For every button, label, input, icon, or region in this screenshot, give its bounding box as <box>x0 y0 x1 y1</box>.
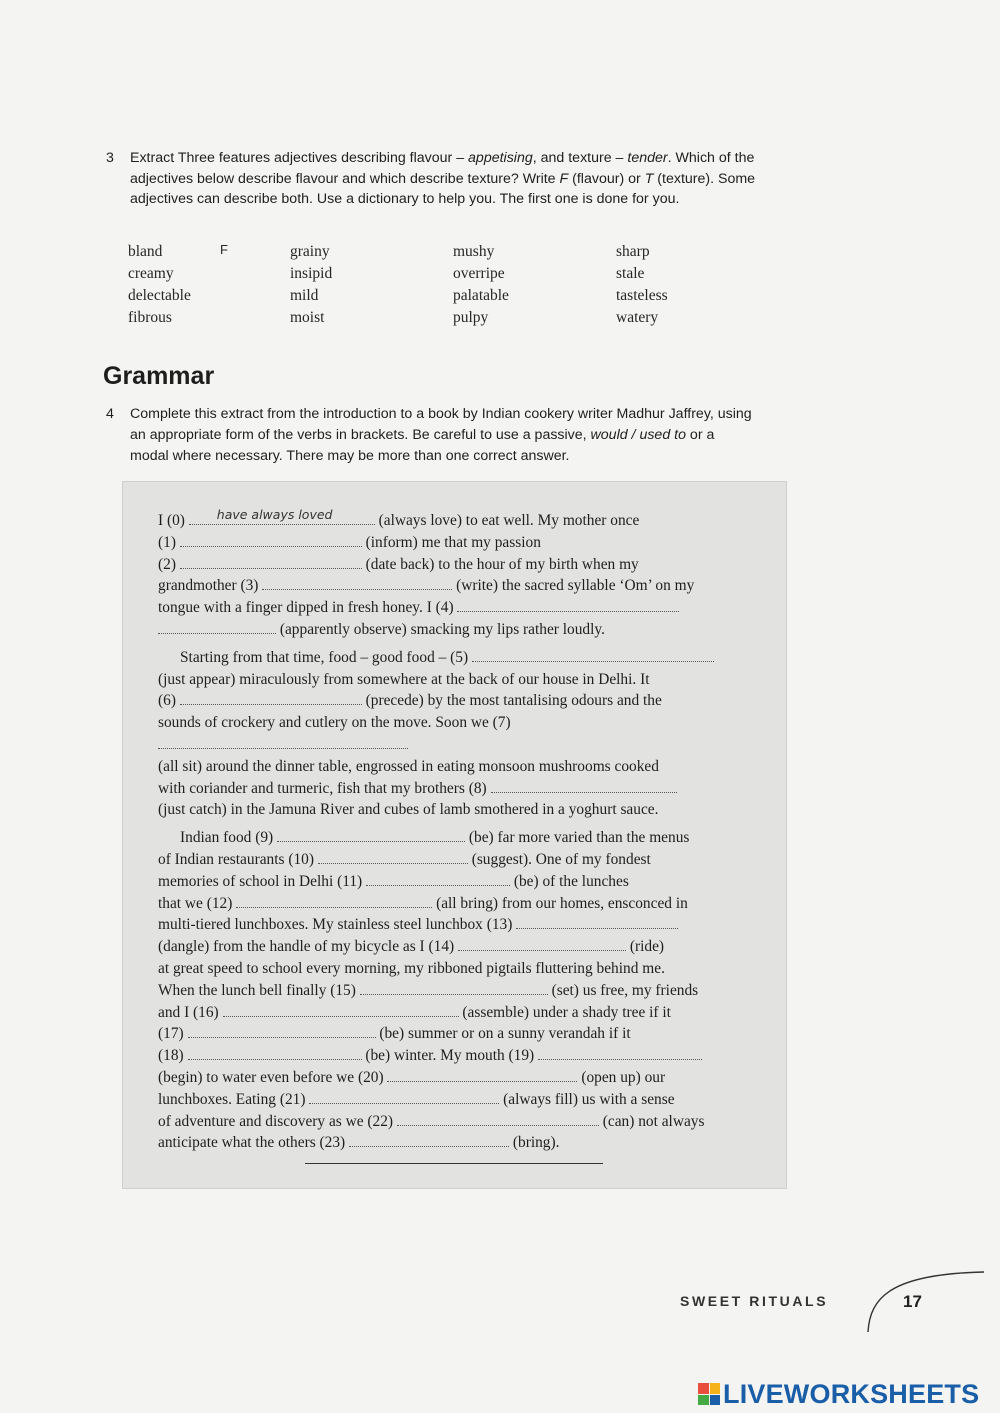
answer-blank[interactable] <box>318 849 468 864</box>
adjective: palatable <box>453 287 509 304</box>
extract-text-segment: (just appear) miraculously from somewhere at the back of our house in Delhi. It <box>158 670 650 688</box>
extract-text-segment: at great speed to school every morning, my ribboned pigtails fluttering behind me. <box>158 959 665 977</box>
extract-line <box>158 849 758 871</box>
footer-curve-decoration <box>860 1268 990 1338</box>
adjective: tasteless <box>616 287 668 304</box>
extract-text-segment: I (0) <box>158 512 189 529</box>
adjective-column <box>128 241 191 329</box>
extract-text-segment: and I (16) <box>158 1003 223 1021</box>
extract-text-segment: (2) <box>158 555 180 573</box>
answer-blank[interactable] <box>538 1045 702 1060</box>
extract-text-segment: tongue with a finger dipped in fresh honey. I (4) <box>158 599 458 617</box>
extract-text-segment: (be) winter. My mouth (19) <box>361 1047 539 1065</box>
extract-line <box>158 575 758 597</box>
extract-line <box>158 756 758 778</box>
extract-text-segment: (17) <box>158 1025 188 1043</box>
extract-line <box>158 1111 758 1133</box>
extract-text-segment: (dangle) from the handle of my bicycle as I (14) <box>158 938 459 956</box>
divider <box>305 1163 603 1164</box>
answer-blank[interactable] <box>236 893 432 908</box>
answer-blank[interactable] <box>457 597 679 612</box>
question-4 <box>106 404 756 467</box>
extract-text-segment: with coriander and turmeric, fish that my brothers (8) <box>158 779 491 797</box>
extract-line <box>158 827 758 849</box>
extract-text-segment: (just catch) in the Jamuna River and cubes of lamb smothered in a yoghurt sauce. <box>158 801 659 819</box>
question-number: 4 <box>106 406 114 422</box>
adjective: mild <box>290 287 319 304</box>
extract-text-segment: (begin) to water even before we (20) <box>158 1068 388 1086</box>
extract-text-segment: (all sit) around the dinner table, engrossed in eating monsoon mushrooms cooked <box>158 757 659 775</box>
extract-text-segment: of Indian restaurants (10) <box>158 850 318 868</box>
adjective: bland <box>128 243 163 260</box>
extract-text-segment: (be) far more varied than the menus <box>465 829 690 847</box>
extract-text-segment: (18) <box>158 1047 188 1065</box>
extract-text-segment: Indian food (9) <box>180 829 278 847</box>
question-number: 3 <box>106 150 114 166</box>
extract-text-segment: (assemble) under a shady tree if it <box>458 1003 671 1021</box>
answer-blank[interactable] <box>309 1089 499 1104</box>
page-number: 17 <box>903 1292 922 1311</box>
extract-line <box>158 597 758 619</box>
extract-text-segment: (bring). <box>509 1134 560 1152</box>
question-4-instructions: Complete this extract from the introduction to a book by Indian cookery writer Madhur Jaffrey, using an appropriate form of the verbs in brackets. Be careful to use a passive, would / used to or a modal where necessary. There may be more than one correct answer. <box>130 406 752 464</box>
answer-blank[interactable] <box>366 871 510 886</box>
extract-line <box>158 799 758 821</box>
answer-blank[interactable] <box>262 575 452 590</box>
adjective: pulpy <box>453 309 489 326</box>
adjective: moist <box>290 309 325 326</box>
extract-text-segment: (inform) me that my passion <box>361 533 541 551</box>
extract-text-segment: memories of school in Delhi (11) <box>158 872 367 890</box>
extract-text-segment: When the lunch bell finally (15) <box>158 981 360 999</box>
example-answer-field[interactable]: F <box>220 242 228 257</box>
answer-blank[interactable] <box>188 1023 376 1038</box>
extract-text-segment: (open up) our <box>577 1068 666 1086</box>
extract-text-segment: of adventure and discovery as we (22) <box>158 1112 397 1130</box>
answer-blank[interactable] <box>180 532 362 547</box>
extract-line <box>158 958 758 980</box>
adjective: insipid <box>290 265 333 282</box>
extract-text-segment: Starting from that time, food – good food – (5) <box>180 648 472 666</box>
extract-line <box>158 1045 758 1067</box>
extract-line <box>158 778 758 800</box>
answer-blank[interactable] <box>360 980 548 995</box>
adjective: overripe <box>453 265 505 282</box>
extract-text-segment: sounds of crockery and cutlery on the move. Soon we (7) <box>158 714 511 732</box>
logo-grid-icon <box>698 1383 720 1405</box>
extract-text-segment: (write) the sacred syllable ‘Om’ on my <box>452 577 695 595</box>
extract-line <box>158 690 758 712</box>
extract-line <box>158 507 758 532</box>
extract-line <box>158 893 758 915</box>
extract-line <box>158 619 758 641</box>
extract-line <box>158 1067 758 1089</box>
extract-text <box>158 507 758 1154</box>
answer-blank[interactable] <box>180 554 362 569</box>
extract-text-segment: (date back) to the hour of my birth when my <box>361 555 639 573</box>
adjective: delectable <box>128 287 191 304</box>
adjective: sharp <box>616 243 650 260</box>
answer-blank[interactable] <box>491 778 677 793</box>
extract-line <box>158 1089 758 1111</box>
section-title: Grammar <box>103 362 215 390</box>
logo-wordmark: LIVEWORKSHEETS <box>723 1378 980 1409</box>
extract-text-segment: (be) of the lunches <box>510 872 629 890</box>
extract-text-segment: (apparently observe) smacking my lips rather loudly. <box>276 620 605 638</box>
adjective: creamy <box>128 265 174 282</box>
answer-blank[interactable] <box>458 936 626 951</box>
extract-line <box>158 554 758 576</box>
adjective: mushy <box>453 243 495 260</box>
extract-text-segment: (suggest). One of my fondest <box>467 850 651 868</box>
extract-text-segment: grandmother (3) <box>158 577 263 595</box>
question-3-instructions: Extract Three features adjectives describing flavour – appetising, and texture – tender. Which of the adjectives below describe flavour and which describe texture? Write F (flavour) or T (texture). Some adjectives can describe both. Use a dictionary to help you. The first one is done for you. <box>130 150 756 207</box>
adjective: grainy <box>290 243 330 260</box>
answer-blank[interactable] <box>472 647 714 662</box>
extract-text-segment: anticipate what the others (23) <box>158 1134 350 1152</box>
extract-text-segment: multi-tiered lunchboxes. My stainless steel lunchbox (13) <box>158 916 517 934</box>
extract-text-segment: lunchboxes. Eating (21) <box>158 1090 310 1108</box>
extract-line <box>158 914 758 936</box>
adjective-column <box>290 241 332 329</box>
example-answer: have always loved <box>216 507 333 522</box>
answer-blank[interactable] <box>397 1111 599 1126</box>
extract-line <box>158 980 758 1002</box>
answer-blank[interactable] <box>180 690 362 705</box>
adjective-column <box>616 241 668 329</box>
extract-text-segment: (6) <box>158 692 180 710</box>
answer-blank[interactable] <box>349 1132 509 1147</box>
extract-line <box>158 1002 758 1024</box>
liveworksheets-logo <box>698 1379 979 1409</box>
adjective-column <box>453 241 509 329</box>
question-3 <box>106 148 766 210</box>
answer-blank[interactable] <box>158 619 276 634</box>
extract-text-segment: (set) us free, my friends <box>547 981 699 999</box>
answer-blank[interactable] <box>189 507 375 525</box>
extract-text-segment: (can) not always <box>598 1112 705 1130</box>
extract-text-segment: (be) summer or on a sunny verandah if it <box>375 1025 631 1043</box>
answer-blank[interactable] <box>158 734 408 749</box>
adjective: watery <box>616 309 659 326</box>
adjective: stale <box>616 265 645 282</box>
extract-text-segment: (always fill) us with a sense <box>499 1090 675 1108</box>
extract-text-segment: (ride) <box>626 938 665 956</box>
answer-blank[interactable] <box>223 1002 459 1017</box>
extract-line <box>158 712 758 756</box>
answer-blank[interactable] <box>387 1067 577 1082</box>
extract-text-segment: that we (12) <box>158 894 237 912</box>
answer-blank[interactable] <box>516 914 678 929</box>
extract-text-segment: (1) <box>158 533 180 551</box>
extract-text-segment: (always love) to eat well. My mother once <box>374 512 640 529</box>
extract-line <box>158 1023 758 1045</box>
extract-line <box>158 1132 758 1154</box>
extract-line <box>158 532 758 554</box>
answer-blank[interactable] <box>277 827 465 842</box>
extract-text-segment: (precede) by the most tantalising odours and the <box>361 692 662 710</box>
unit-title: SWEET RITUALS <box>680 1293 829 1309</box>
answer-blank[interactable] <box>188 1045 362 1060</box>
extract-line <box>158 669 758 691</box>
extract-text-segment: (all bring) from our homes, ensconced in <box>432 894 688 912</box>
extract-line <box>158 647 758 669</box>
adjective: fibrous <box>128 309 172 326</box>
extract-line <box>158 936 758 958</box>
extract-line <box>158 871 758 893</box>
